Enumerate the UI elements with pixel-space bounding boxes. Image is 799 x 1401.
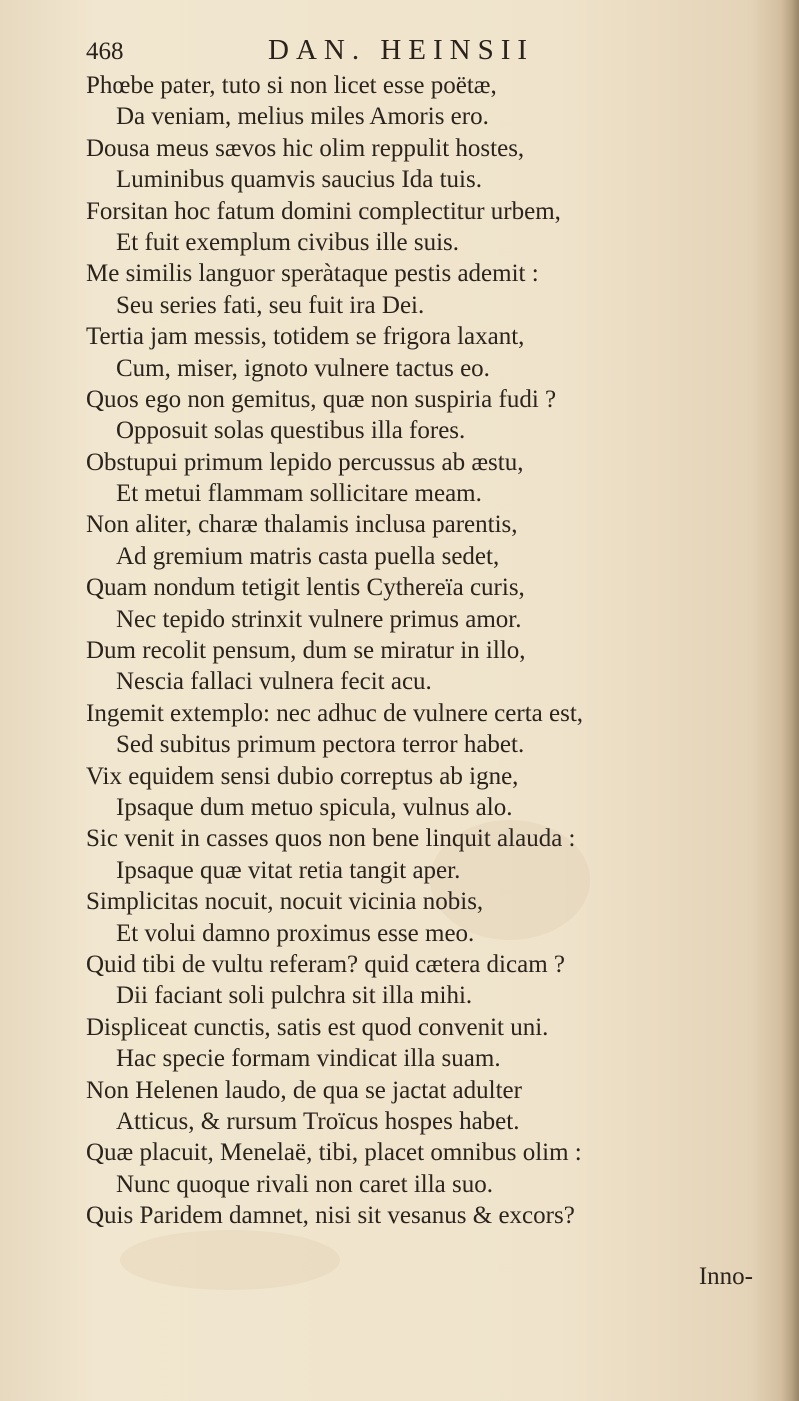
verse-line: Ipsaque quæ vitat retia tangit aper. <box>116 856 461 884</box>
verse-line: Seu series fati, seu fuit ira Dei. <box>116 291 425 319</box>
verse-line: Vix equidem sensi dubio correptus ab igne, <box>86 762 519 790</box>
verse-line: Quos ego non gemitus, quæ non suspiria fudi ? <box>86 385 557 413</box>
verse-line: Simplicitas nocuit, nocuit vicinia nobis, <box>86 888 484 916</box>
verse-line: Ipsaque dum metuo spicula, vulnus alo. <box>116 793 513 821</box>
verse-line: Nescia fallaci vulnera fecit acu. <box>116 668 432 696</box>
running-head <box>86 34 746 74</box>
verse-line: Hac specie formam vindicat illa suam. <box>116 1045 501 1073</box>
running-title: DAN. HEINSII <box>268 34 535 66</box>
verse-line: Me similis languor speràtaque pestis ademit : <box>86 260 539 288</box>
verse-line: Ad gremium matris casta puella sedet, <box>116 542 500 570</box>
verse-line: Forsitan hoc fatum domini complectitur urbem, <box>86 197 561 225</box>
paper-stain <box>120 1230 340 1290</box>
verse-line: Quam nondum tetigit lentis Cythereïa curis, <box>86 574 525 602</box>
verse-line: Quis Paridem damnet, nisi sit vesanus & excors? <box>86 1202 575 1230</box>
verse-line: Da veniam, melius miles Amoris ero. <box>116 103 489 131</box>
verse-line: Displiceat cunctis, satis est quod convenit uni. <box>86 1013 549 1041</box>
verse-line: Dousa meus sævos hic olim reppulit hostes, <box>86 134 525 162</box>
verse-line: Quæ placuit, Menelaë, tibi, placet omnibus olim : <box>86 1139 582 1167</box>
verse-line: Opposuit solas questibus illa fores. <box>116 417 466 445</box>
verse-line: Phœbe pater, tuto si non licet esse poëtæ, <box>86 72 497 99</box>
verse-line: Quid tibi de vultu referam? quid cætera dicam ? <box>86 950 565 978</box>
verse-line: Non Helenen laudo, de qua se jactat adulter <box>86 1076 522 1104</box>
verse-line: Nec tepido strinxit vulnere primus amor. <box>116 605 522 633</box>
verse-line: Ingemit extemplo: nec adhuc de vulnere certa est, <box>86 699 584 727</box>
page-number: 468 <box>86 38 124 65</box>
verse-line: Sed subitus primum pectora terror habet. <box>116 731 525 759</box>
gutter-shadow <box>781 0 799 1401</box>
poem-text <box>86 70 766 1231</box>
verse-line: Non aliter, charæ thalamis inclusa parentis, <box>86 511 518 539</box>
verse-line: Et metui flammam sollicitare meam. <box>116 480 482 508</box>
verse-line: Et fuit exemplum civibus ille suis. <box>116 228 460 256</box>
verse-line: Obstupui primum lepido percussus ab æstu, <box>86 448 524 476</box>
verse-line: Tertia jam messis, totidem se frigora laxant, <box>86 323 525 351</box>
verse-line: Et volui damno proximus esse meo. <box>116 919 475 947</box>
catchword: Inno- <box>698 1263 753 1290</box>
verse-line: Nunc quoque rivali non caret illa suo. <box>116 1170 493 1198</box>
verse-line: Dii faciant soli pulchra sit illa mihi. <box>116 982 473 1010</box>
verse-line: Atticus, & rursum Troïcus hospes habet. <box>116 1107 520 1135</box>
verse-line: Sic venit in casses quos non bene linquit alauda : <box>86 825 576 853</box>
verse-line: Cum, miser, ignoto vulnere tactus eo. <box>116 354 490 382</box>
verse-line: Dum recolit pensum, dum se miratur in illo, <box>86 637 526 665</box>
verse-line: Luminibus quamvis saucius Ida tuis. <box>116 166 482 194</box>
